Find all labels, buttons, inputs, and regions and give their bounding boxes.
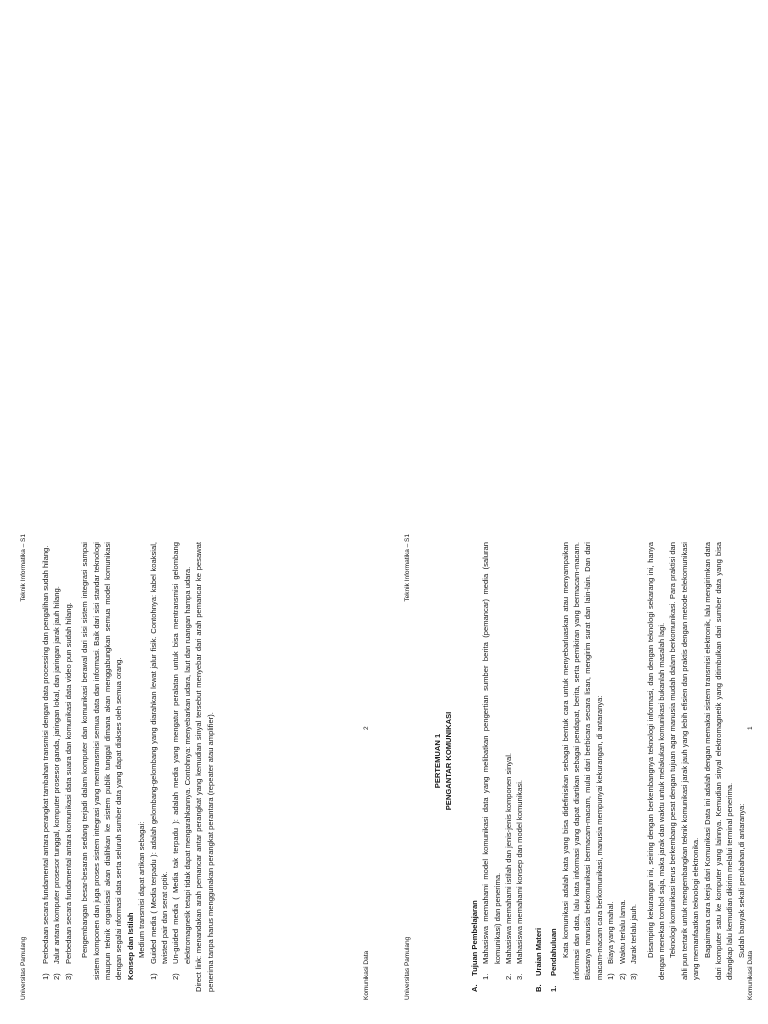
list-item: 2) Waktu terlalu lama. [617, 899, 627, 980]
paragraph: Direct link: menandakan arah pemancar antar perangkat yang kemudian sinyal tersebut menyebar dari arah pemancar ke pesawat penerima tanpa harus menggunakan perangkat perantara (repeater atau amplifier). [194, 542, 215, 992]
list-item: 1. Mahasiswa memahami model komunikasi data yang melibatkan pengertian sumber berita (pemancar) media (saluran komunikasi) dan penerima. [481, 542, 502, 980]
list-item: 1) Guided media ( Media terpadu ): adalah gelombang-gelombang yang diarahkan lewat jalur fisik. Contohnya: kabel koaksial, twisted pair dan serat optik. [148, 542, 170, 980]
section-heading: Konsep dan Istilah [125, 912, 135, 980]
paragraph: Pengembangan besar-besaran sedang terjadi dalam komputer dan komunikasi berawal dari sisi sistem integrasi sampai sistem komponen dan juga proses sistem integrasi yang mentransmisi semua data dan informasi. Baik dari sisi standar teknologi maupun teknik organisasi akan dialihkan ke sistem publik tunggal dimana akan menggabungkan semua model komunikasi dengan segalai nformasi data serta seluruh sumber data yang dapat diakses oleh semua orang. [80, 542, 124, 980]
header-university: Universitas Pamulang [20, 936, 27, 1000]
paragraph: Kata komunikasi adalah kata yang bisa didefinisikan sebagai bentuk cara untuk menyebarluaskan atau menyampaikan informasi dan data, lalu kata informasi yang dapat diartikan sebagai pendapat, berita, serta pemikiran yang bermacam-macam. Biasanya manusia berkomunikasi bermacam-macam, mulai dari berbicara secara lisan, mengirim surat dan lain-lain. Dan dari macam-macam cara berkomunikasi, manusia mempunyai kekurangan, di antaranya: [560, 542, 604, 980]
paragraph: Sudah banyak sekali perubahan,di antaranya: [736, 803, 746, 958]
list-item: 2) Un-guided media ( Media tak terpadu ): adalah media yang mengatur peralatan untuk bisa mentransmisi gelombang elektromagnetik tetapi tidak dapat mengarahkannya. Contohnya: menyebarkan udara, laut dan ruangan hampa udara. [171, 542, 192, 980]
header-university: Universitas Pamulang [404, 936, 411, 1000]
page-body [424, 542, 747, 992]
page-number: 2 [363, 726, 370, 730]
subsection-heading: 1. Pendahuluan [549, 928, 559, 992]
list-item: 3) Jarak terlalu jauh. [629, 904, 639, 980]
section-heading: B. Uraian Materi [533, 927, 543, 992]
header-program: Teknik Informatika – S1 [404, 534, 411, 602]
header-program: Teknik Informatika – S1 [20, 534, 27, 602]
list-item: 2. Mahasiswa memahami istilah dan jenis-jenis komponen sinyal. [504, 752, 514, 980]
paragraph: Bagaimana cara kerja dari Komunikasi Data ini adalah dengan memakai sistem transmisi elektronik, lalu mengirimkan data dari komputer satu ke komputer yang lainnya. Kemudian sinyal elektromagnetik yang ditimbulkan dari sumber data yang bisa ditangkap lalu kemudian dikirim melalui terminal penerima. [702, 542, 735, 980]
list-item: 3. Mahasiswa memahami konsep dan model komunikasi. [515, 779, 525, 980]
section-heading: A. Tujuan Pembelajaran [469, 900, 479, 992]
document-page-2 [0, 512, 384, 1024]
list-item: 3) Perbedaan secara fundamental antara komunikasi data suara dan komunikasi data video pun sudah hilang. [63, 602, 73, 980]
document-page-1 [384, 512, 768, 1024]
paragraph: Teknologi komunikasi terus berkembang pesat dengan tujuan agar manusia mudah dalam berkomunikasi. Para praktisi dan ahli pun tertarik untuk mengembangkan teknik komunikasi jarak jauh yang lebih efisien dan praktis dengan metode telekomunikasi yang memanfaatkan teknologi elektronika. [668, 542, 701, 980]
page-subtitle: PENGANTAR KOMUNIKASI [444, 711, 454, 811]
page-title: PERTEMUAN 1 [433, 733, 442, 789]
page-number: 1 [747, 726, 754, 730]
list-item: 1) Perbedaan secara fundamental antara perangkat tambahan transmisi dengan data processing dan pengalihan sudah hilang. [41, 545, 50, 980]
list-item: 2) Jalur antara komputer prosesor tunggal, komputer prosesor ganda, jaringan lokal, dan jaringan jarak jauh hilang. [52, 586, 62, 980]
footer-course: Komunikasi Data [747, 950, 754, 1000]
paragraph: Disamping kekurangan ini, seiring dengan berkembangnya teknologi informasi, dan dengan teknologi sekarang ini, hanya dengan menekan tombol saja, maka jarak dan waktu untuk melakukan komunikasi bukanlah masalah lagi. [645, 542, 666, 980]
page-body [40, 542, 216, 992]
paragraph: Medium transmisi dapat artikan sebagai: [137, 821, 147, 958]
footer-course: Komunikasi Data [363, 950, 370, 1000]
list-item: 1) Biaya yang mahal. [606, 901, 616, 980]
